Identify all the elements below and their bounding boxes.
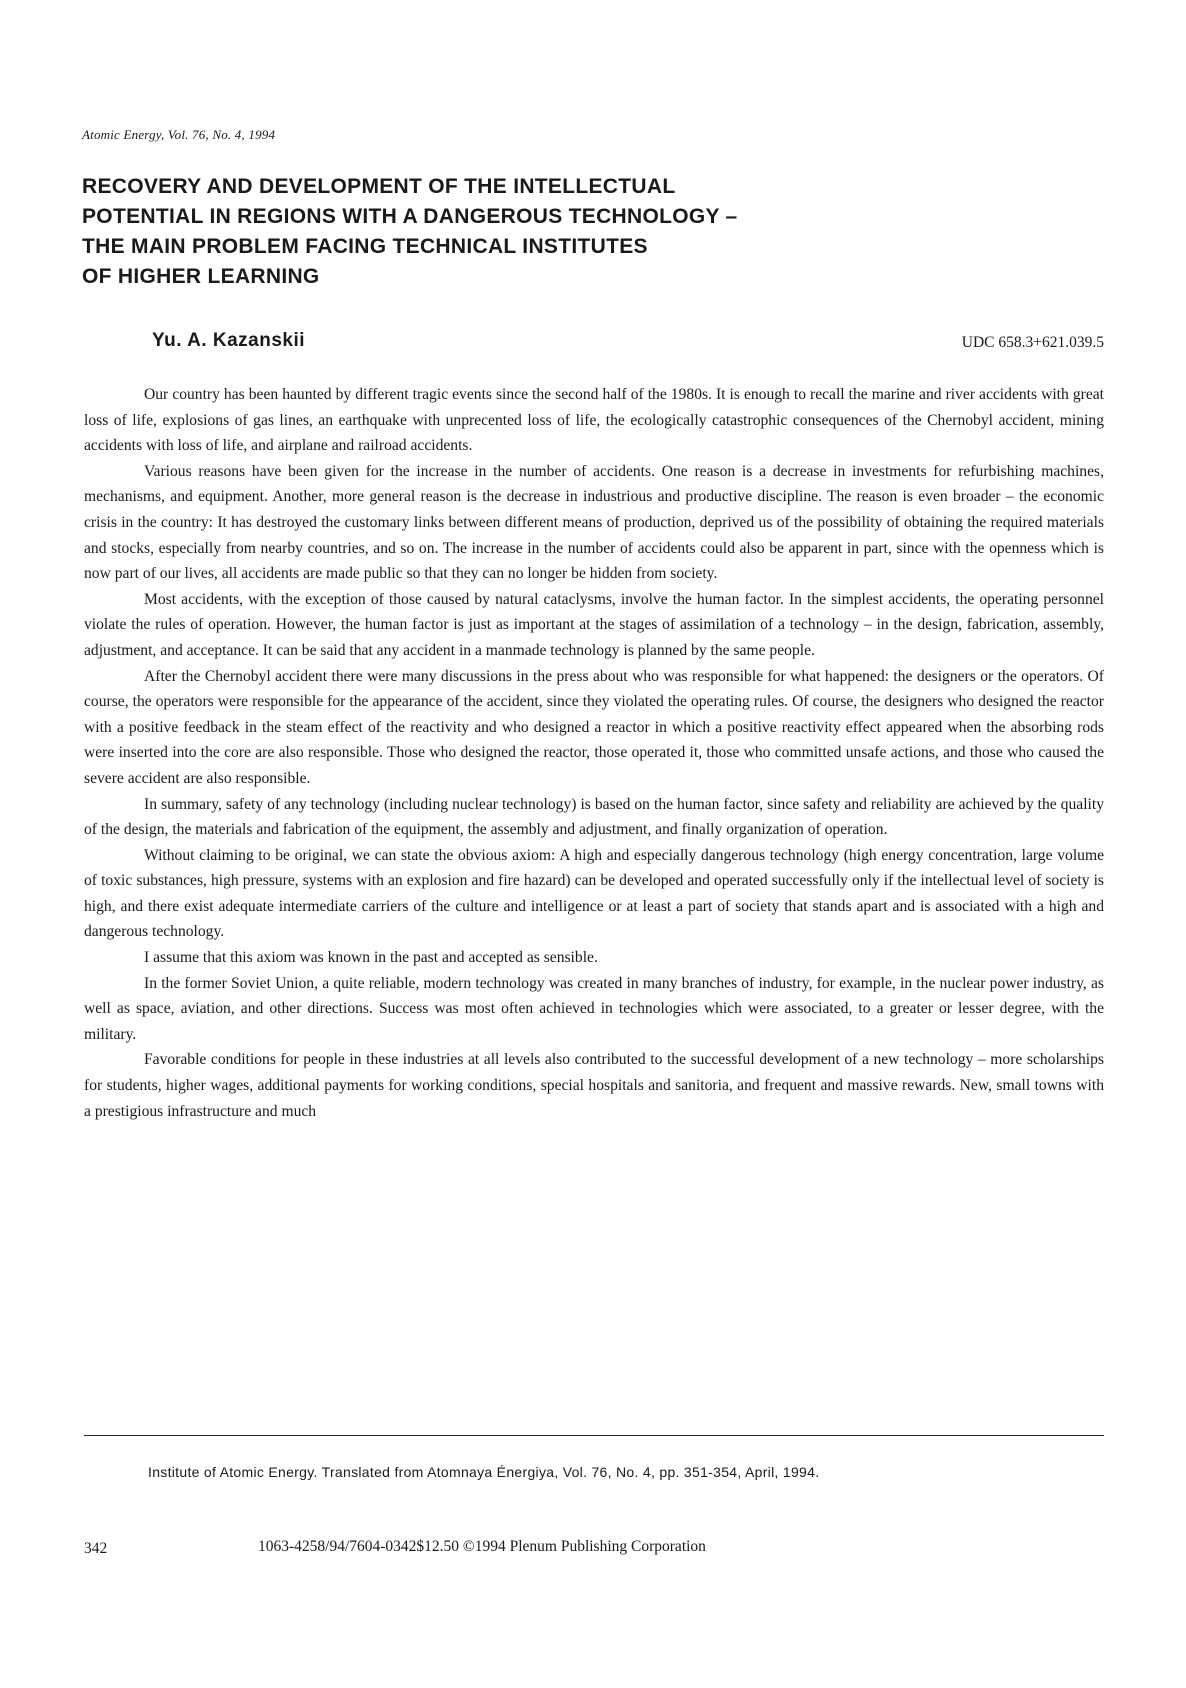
body-paragraph: Various reasons have been given for the increase in the number of accidents. One reason is a decrease in investments for refurbishing machines, mechanisms, and equipment. Another, more general reason is the decrease in industrious and productive discipline. The reason is even broader – the economic crisis in the country: It has destroyed the customary links between different means of production, deprived us of the possibility of obtaining the required materials and stocks, especially from nearby countries, and so on. The increase in the number of accidents could also be apparent in part, since with the openness which is now part of our lives, all accidents are made public so that they can no longer be hidden from society. xyxy=(84,462,1104,583)
page-number: 342 xyxy=(84,1540,108,1557)
footnote: Institute of Atomic Energy. Translated from Atomnaya Énergiya, Vol. 76, No. 4, pp. 351-354, April, 1994. xyxy=(148,1464,820,1480)
copyright-line: 1063-4258/94/7604-0342$12.50 ©1994 Plenum Publishing Corporation xyxy=(258,1538,706,1555)
journal-reference: Atomic Energy, Vol. 76, No. 4, 1994 xyxy=(82,127,276,142)
body-paragraph: In the former Soviet Union, a quite reliable, modern technology was created in many branches of industry, for example, in the nuclear power industry, as well as space, aviation, and other directions. Success was most often achieved in technologies which were associated, to a greater or lesser degree, with the military. xyxy=(84,974,1104,1043)
article-body xyxy=(84,382,1104,1124)
body-paragraph: In summary, safety of any technology (including nuclear technology) is based on the human factor, since safety and reliability are achieved by the quality of the design, the materials and fabrication of the equipment, the assembly and adjustment, and finally organization of operation. xyxy=(84,795,1104,839)
body-paragraph: Most accidents, with the exception of those caused by natural cataclysms, involve the human factor. In the simplest accidents, the operating personnel violate the rules of operation. However, the human factor is just as important at the stages of assimilation of a technology – in the design, fabrication, assembly, adjustment, and acceptance. It can be said that any accident in a manmade technology is planned by the same people. xyxy=(84,590,1104,659)
body-paragraph: Without claiming to be original, we can state the obvious axiom: A high and especially dangerous technology (high energy concentration, large volume of toxic substances, high pressure, systems with an explosion and fire hazard) can be developed and operated successfully only if the intellectual level of society is high, and there exist adequate intermediate carriers of the culture and intelligence or at least a part of society that stands apart and is associated with a high and dangerous technology. xyxy=(84,846,1104,941)
title-line: RECOVERY AND DEVELOPMENT OF THE INTELLECTUAL xyxy=(82,175,676,198)
title-line: OF HIGHER LEARNING xyxy=(82,265,320,288)
author-name: Yu. A. Kazanskii xyxy=(152,330,306,351)
body-paragraph: Favorable conditions for people in these industries at all levels also contributed to the successful development of a new technology – more scholarships for students, higher wages, additional payments for working conditions, special hospitals and sanitoria, and frequent and massive rewards. New, small towns with a prestigious infrastructure and much xyxy=(84,1051,1104,1120)
body-paragraph: After the Chernobyl accident there were many discussions in the press about who was responsible for what happened: the designers or the operators. Of course, the operators were responsible for the appearance of the accident, since they violated the operating rules. Of course, the designers who designed the reactor with a positive feedback in the steam effect of the reactivity and who designed a reactor in which a positive reactivity effect appeared when the absorbing rods were inserted into the core are also responsible. Those who designed the reactor, those operated it, those who committed unsafe actions, and those who caused the severe accident are also responsible. xyxy=(84,667,1104,787)
title-line: POTENTIAL IN REGIONS WITH A DANGEROUS TECHNOLOGY – xyxy=(82,205,738,228)
body-paragraph: I assume that this axiom was known in the past and accepted as sensible. xyxy=(144,949,598,967)
footnote-divider xyxy=(84,1435,1104,1436)
udc-code: UDC 658.3+621.039.5 xyxy=(961,334,1104,351)
title-line: THE MAIN PROBLEM FACING TECHNICAL INSTITUTES xyxy=(82,235,648,258)
article-title xyxy=(82,172,842,292)
body-paragraph: Our country has been haunted by different tragic events since the second half of the 1980s. It is enough to recall the marine and river accidents with great loss of life, explosions of gas lines, an earthquake with unprecented loss of life, the ecologically catastrophic consequences of the Chernobyl accident, mining accidents with loss of life, and airplane and railroad accidents. xyxy=(84,386,1104,455)
